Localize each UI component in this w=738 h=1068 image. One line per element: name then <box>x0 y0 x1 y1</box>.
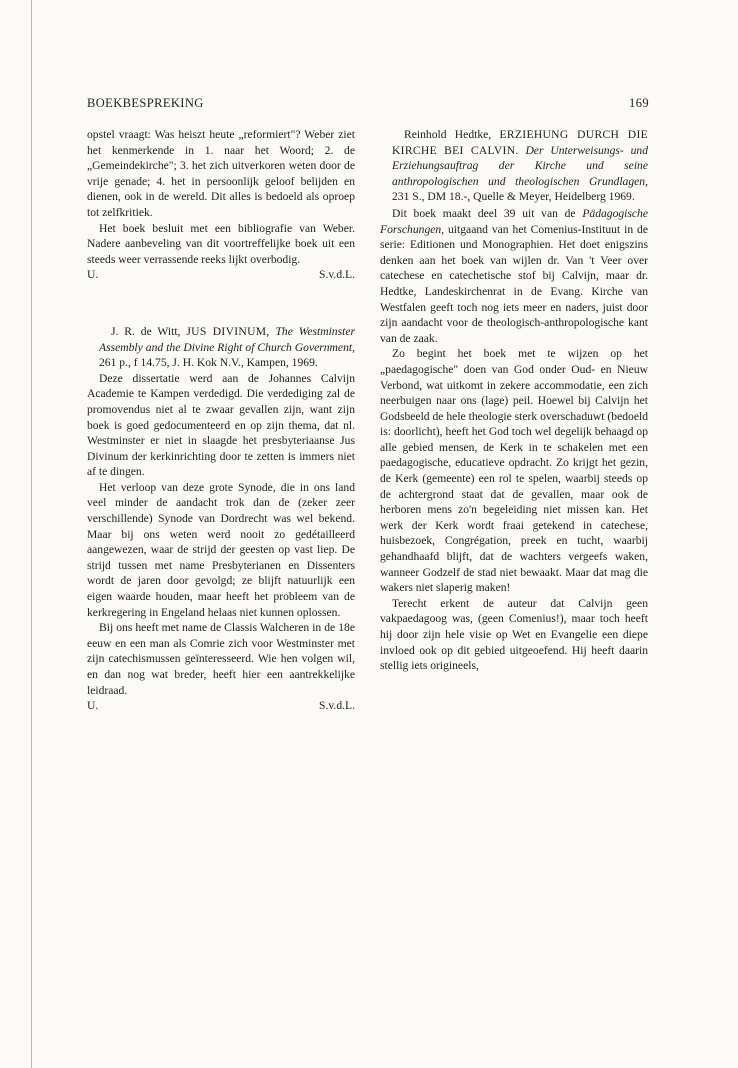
book-subtitle: Der Unterweisungs- und Erziehungsauftrag der Kirche und seine anthropologischen und theologischen Grundlagen, <box>392 143 648 188</box>
page-number: 169 <box>629 96 649 110</box>
paragraph: Het boek besluit met een bibliografie van Weber. Nadere aanbeveling van dit voortreffelijke boek uit een steeds weer verrassende reeks lijkt overbodig. <box>87 221 355 266</box>
paragraph-text: Dit boek maakt deel 39 uit van de <box>392 206 583 220</box>
signature-reviewer: S.v.d.L. <box>319 699 355 713</box>
running-header <box>87 96 649 114</box>
signature-initial: U. <box>87 268 99 282</box>
right-column <box>380 127 648 674</box>
book-subtitle: The Westminster Assembly and the Divine Right of Church Government, <box>99 324 355 354</box>
paragraph: Bij ons heeft met name de Classis Walcheren in de 18e eeuw en een man als Comrie zich voor Westminster met zijn catechismussen geïnteresseerd. Wie hen volgen wil, en dan nog wat breder, heeft hier een aantrekkelijke leidraad. <box>87 621 355 697</box>
running-header-title: BOEKBESPREKING <box>87 96 204 110</box>
book-author: J. R. de Witt, <box>111 324 187 338</box>
left-column <box>87 127 355 714</box>
book-review-heading <box>380 127 648 205</box>
signature-initial: U. <box>87 699 99 713</box>
page-edge-line <box>31 0 32 1068</box>
book-review-heading <box>87 324 355 371</box>
review-signature <box>87 267 355 283</box>
paragraph <box>380 206 648 346</box>
book-author: Reinhold Hedtke, <box>404 128 500 141</box>
series-title: Pädagogische Forschungen, <box>380 206 648 236</box>
paragraph: Deze dissertatie werd aan de Johannes Calvijn Academie te Kampen verdedigd. Die verdediging zal de promovendus niet al te zwaar gevallen zijn, want zijn boek is goed gedocumenteerd en op zijn thema, dat nl. Westminster er niet in slaagde het presbyteriaanse Jus Divinum der kerkinrichting door te zetten is immers niet af te dingen. <box>87 371 355 479</box>
signature-reviewer: S.v.d.L. <box>319 268 355 282</box>
paragraph: Terecht erkent de auteur dat Calvijn geen vakpaedagoog was, (geen Comenius!), maar toch heeft hij door zijn hele visie op Wet en Evangelie een diepe invloed ook op dit gebied uitgeoefend. Hij heeft daarin stellig iets origineels, <box>380 596 648 673</box>
paragraph: opstel vraagt: Was heiszt heute „reformiert"? Weber ziet het kenmerkende in 1. naar het Woord; 2. de „Gemeindekirche"; 3. het zich uitverkoren weten door de vrije genade; 4. het in persoonlijk geloof belijden en dienen, ook in de wereld. Dit alles is bedoeld als oproep tot zelfkritiek. <box>87 128 355 219</box>
paragraph: Het verloop van deze grote Synode, die in ons land veel minder de aandacht trok dan de (zeker zeer verschillende) Synode van Dordrecht was wel bekend. Maar bij ons weten werd nooit zo gedétailleerd aangewezen, waar de strijd der geesten op vast liep. De strijd tussen met name Presbyterianen en Dissenters wordt de jaren door gevolgd; ze blijft natuurlijk een eigen waarde houden, maar heeft het probleem van de kerkregering in Engeland helaas niet kunnen oplossen. <box>87 480 355 619</box>
book-details: 261 p., f 14.75, J. H. Kok N.V., Kampen, 1969. <box>99 356 318 370</box>
book-title: ERZIEHUNG DURCH DIE KIRCHE BEI CALVIN. <box>392 128 648 157</box>
book-details: 231 S., DM 18.-, Quelle & Meyer, Heidelberg 1969. <box>392 190 635 204</box>
paragraph-text: uitgaand van het Comenius-Instituut in de serie: Editionen und Monographien. Het doet enigszins denken aan het boek van wijlen dr. Van 't Veer over catechese en catechetische stof bij Calvijn, maar dr. Hedtke, Landeskirchenrat in de Evang. Kirche van Westfalen geeft toch nog iets meer en naders, juist door zijn aandacht voor de theologisch-anthropologische kant van de zaak. <box>380 222 648 345</box>
paragraph: Zo begint het boek met te wijzen op het „paedagogische" doen van God onder Oud- en Nieuw Verbond, wat uitkomt in zekere accommodatie, een zich neerbuigen naar ons (lage) peil. Hoewel bij Calvijn het Godsbeeld de hele theologie sterk overschaduwt (bedoeld is: doorlicht), heeft het God toch wel degelijk behaagd op alle gebied mensen, de Kerk in te schakelen met een paedagogische, educatieve opdracht. Zo krijgt het gezin, de Kerk (gemeente) een rol te spelen, waarbij steeds op de achtergrond staat dat de gevallen, maar ook de herboren mens zo'n begeleiding niet missen kan. Het werk der Kerk wordt fraai getekend in catechese, huisbezoek, Congrégation, preek en tucht, waarbij gehandhaafd blijft, dat de wachters vergeefs waken, wanneer Godzelf de stad niet bewaakt. Maar dat mag die wakers niet slaperig maken! <box>380 347 648 595</box>
review-signature <box>87 698 355 714</box>
book-title: JUS DIVINUM, <box>186 324 270 338</box>
